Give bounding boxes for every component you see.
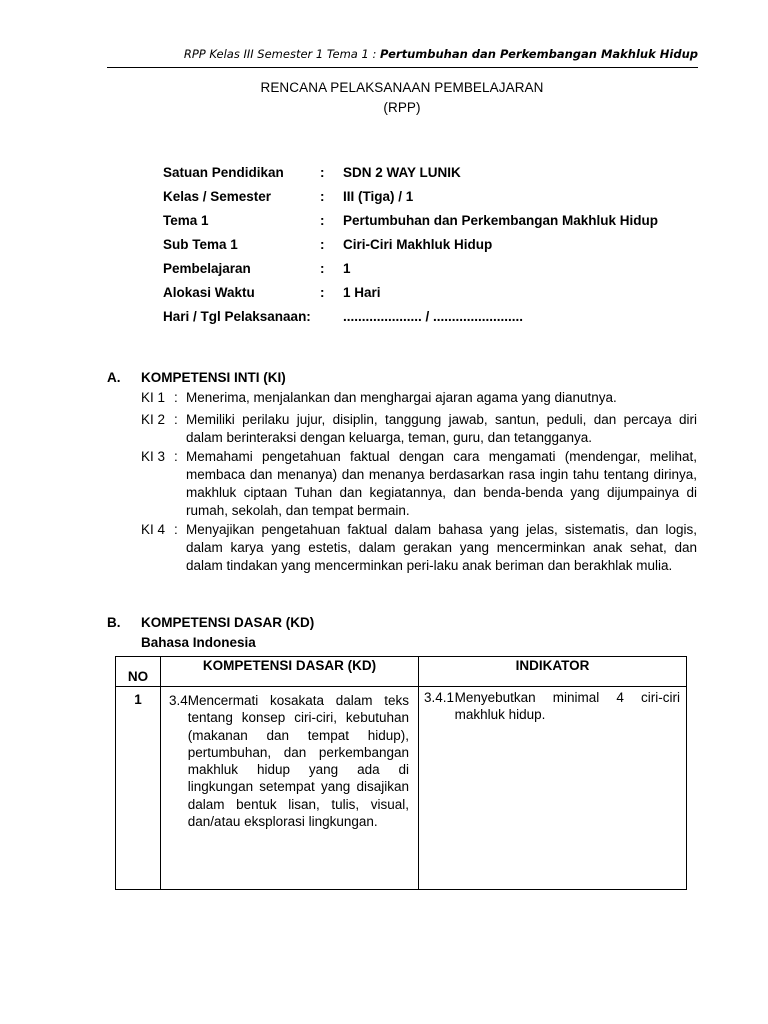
identity-label: Hari / Tgl Pelaksanaan: — [163, 308, 311, 324]
table-header-row — [116, 657, 687, 687]
identity-value: III (Tiga) / 1 — [343, 188, 414, 204]
identity-value: ..................... / ........................ — [343, 308, 524, 324]
running-header-prefix: RPP Kelas III Semester 1 Tema 1 : — [183, 47, 380, 61]
header-kd: KOMPETENSI DASAR (KD) — [161, 657, 419, 687]
section-b-letter: B. — [107, 615, 121, 630]
ki-colon: : — [174, 522, 178, 537]
ki-text: Menerima, menjalankan dan menghargai ajaran agama yang dianutnya. — [186, 390, 617, 405]
kd-number: 3.4 — [169, 693, 188, 708]
table-row — [116, 687, 687, 890]
kd-cell — [161, 687, 419, 890]
ki-colon: : — [174, 449, 178, 464]
identity-label: Alokasi Waktu — [163, 284, 255, 300]
identity-colon: : — [320, 164, 325, 180]
identity-label: Tema 1 — [163, 212, 209, 228]
ki-text: Menyajikan pengetahuan faktual dalam bahasa yang jelas, sistematis, dan logis, dalam karya yang estetis, dalam gerakan yang mencerminkan anak sehat, dan dalam tindakan yang mencerminkan peri-laku anak beriman dan berakhlak mulia. — [186, 522, 697, 573]
identity-label: Sub Tema 1 — [163, 236, 238, 252]
ki-label: KI 3 — [141, 449, 166, 464]
row-no: 1 — [116, 687, 161, 890]
subject-label: Bahasa Indonesia — [141, 635, 256, 650]
document-subtitle: (RPP) — [383, 100, 421, 115]
ki-colon: : — [174, 390, 178, 405]
ki-item — [141, 448, 697, 520]
identity-value: 1 Hari — [343, 284, 381, 300]
identity-label: Satuan Pendidikan — [163, 164, 284, 180]
identity-colon: : — [320, 236, 325, 252]
ki-label: KI 2 — [141, 412, 166, 427]
section-b-title: KOMPETENSI DASAR (KD) — [141, 615, 315, 630]
identity-row — [163, 232, 658, 256]
ki-item — [141, 389, 697, 407]
identity-colon: : — [320, 188, 325, 204]
header-indikator: INDIKATOR — [419, 657, 687, 687]
running-header-topic: Pertumbuhan dan Perkembangan Makhluk Hidup — [379, 47, 698, 61]
kd-table — [115, 656, 687, 890]
identity-row — [163, 208, 658, 232]
identity-row — [163, 256, 658, 280]
indikator-number: 3.4.1 — [424, 690, 455, 705]
section-a-title: KOMPETENSI INTI (KI) — [141, 370, 286, 385]
identity-row — [163, 304, 658, 328]
document-title: RENCANA PELAKSANAAN PEMBELAJARAN — [260, 80, 544, 95]
identity-colon: : — [320, 260, 325, 276]
identity-value: Pertumbuhan dan Perkembangan Makhluk Hidup — [343, 212, 659, 228]
identity-colon: : — [320, 212, 325, 228]
section-a-letter: A. — [107, 370, 121, 385]
identity-row — [163, 184, 658, 208]
indikator-cell — [419, 687, 687, 890]
identity-table — [163, 160, 658, 328]
ki-label: KI 4 — [141, 522, 166, 537]
ki-text: Memahami pengetahuan faktual dengan cara mengamati (mendengar, melihat, membaca dan menanya) dan menanya berdasarkan rasa ingin tahu tentang dirinya, makhluk ciptaan Tuhan dan kegiatannya, dan benda-benda yang dijumpainya di rumah, sekolah, dan tempat bermain. — [186, 449, 697, 518]
running-header — [184, 47, 698, 61]
ki-item — [141, 411, 697, 447]
identity-label: Pembelajaran — [163, 260, 251, 276]
ki-label: KI 1 — [141, 390, 166, 405]
header-no: NO — [116, 657, 161, 687]
kd-text: Mencermati kosakata dalam teks tentang konsep ciri-ciri, kebutuhan (makanan dan tempat hidup), pertumbuhan, dan perkembangan makhluk hidup yang ada di lingkungan setempat yang disajikan dalam bentuk lisan, tulis, visual, dan/atau eksplorasi lingkungan. — [187, 693, 409, 830]
identity-row — [163, 280, 658, 304]
identity-value: 1 — [343, 260, 351, 276]
ki-text: Memiliki perilaku jujur, disiplin, tanggung jawab, santun, peduli, dan percaya diri dalam berinteraksi dengan keluarga, teman, guru, dan tetangganya. — [186, 412, 697, 445]
identity-row — [163, 160, 658, 184]
ki-item — [141, 521, 697, 575]
ki-colon: : — [174, 412, 178, 427]
identity-value: Ciri-Ciri Makhluk Hidup — [343, 236, 493, 252]
identity-value: SDN 2 WAY LUNIK — [343, 164, 461, 180]
identity-label: Kelas / Semester — [163, 188, 272, 204]
header-rule — [107, 67, 698, 68]
identity-colon: : — [320, 284, 325, 300]
indikator-text: Menyebutkan minimal 4 ciri-ciri makhluk hidup. — [454, 690, 680, 723]
